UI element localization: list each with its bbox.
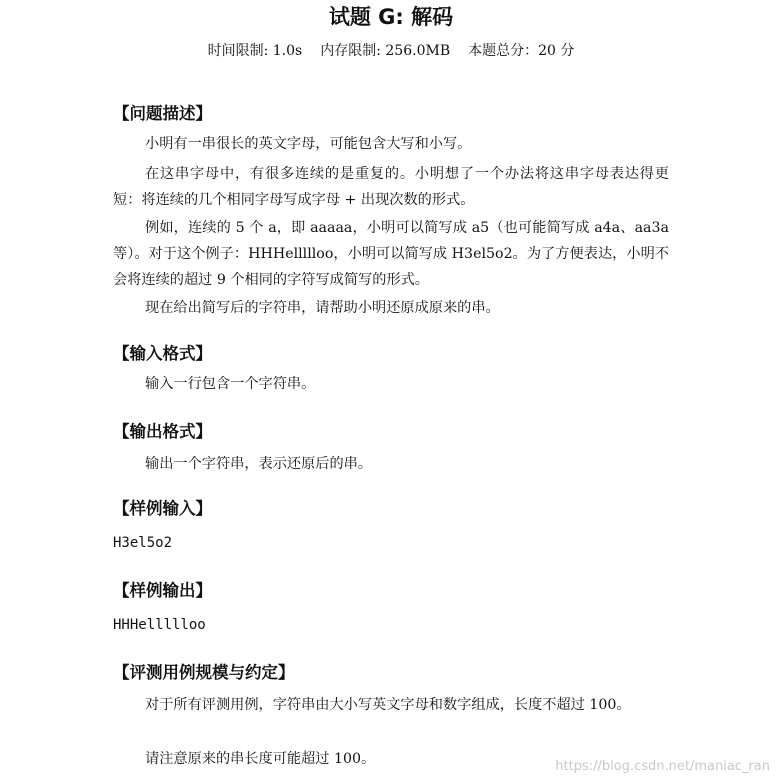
description-paragraph-4: 现在给出简写后的字符串，请帮助小明还原成原来的串。 — [145, 300, 500, 316]
watermark-text: https://blog.csdn.net/maniac_ran — [555, 759, 770, 774]
page-title: 试题 G: 解码 — [328, 5, 454, 29]
output-format-text: 输出一个字符串，表示还原后的串。 — [145, 456, 373, 472]
description-paragraph-2: 在这串字母中，有很多连续的是重复的。小明想了一个办法将这串字母表达得更短：将连续的几个相同字母写成字母 + 出现次数的形式。 — [113, 166, 669, 208]
description-paragraph-1: 小明有一串很长的英文字母，可能包含大写和小写。 — [145, 136, 472, 152]
output-format-heading: 【输出格式】 — [113, 422, 212, 441]
memory-limit: 内存限制: 256.0MB — [320, 43, 451, 59]
time-limit: 时间限制: 1.0s — [207, 43, 303, 59]
sample-input-code: H3el5o2 — [113, 535, 173, 551]
input-format-heading: 【输入格式】 — [113, 344, 212, 363]
constraints-paragraph-2: 请注意原来的串长度可能超过 100。 — [145, 751, 376, 767]
constraints-heading: 【评测用例规模与约定】 — [113, 663, 295, 682]
sample-output-heading: 【样例输出】 — [113, 581, 212, 600]
sample-output-code: HHHellllloo — [113, 617, 206, 633]
description-paragraph-3: 例如，连续的 5 个 a，即 aaaaa，小明可以简写成 a5（也可能简写成 a4a、aa3a 等）。对于这个例子：HHHellllloo，小明可以简写成 H3el5o2。为了方便表达，小明不会将连续的超过 9 个相同的字符写成简写的形式。 — [113, 220, 669, 288]
description-heading: 【问题描述】 — [113, 104, 212, 123]
sample-input-heading: 【样例输入】 — [113, 499, 212, 518]
total-score: 本题总分：20 分 — [468, 43, 575, 59]
input-format-text: 输入一行包含一个字符串。 — [145, 376, 316, 392]
constraints-paragraph-1: 对于所有评测用例，字符串由大小写英文字母和数字组成，长度不超过 100。 — [145, 697, 631, 713]
problem-meta — [0, 40, 782, 62]
